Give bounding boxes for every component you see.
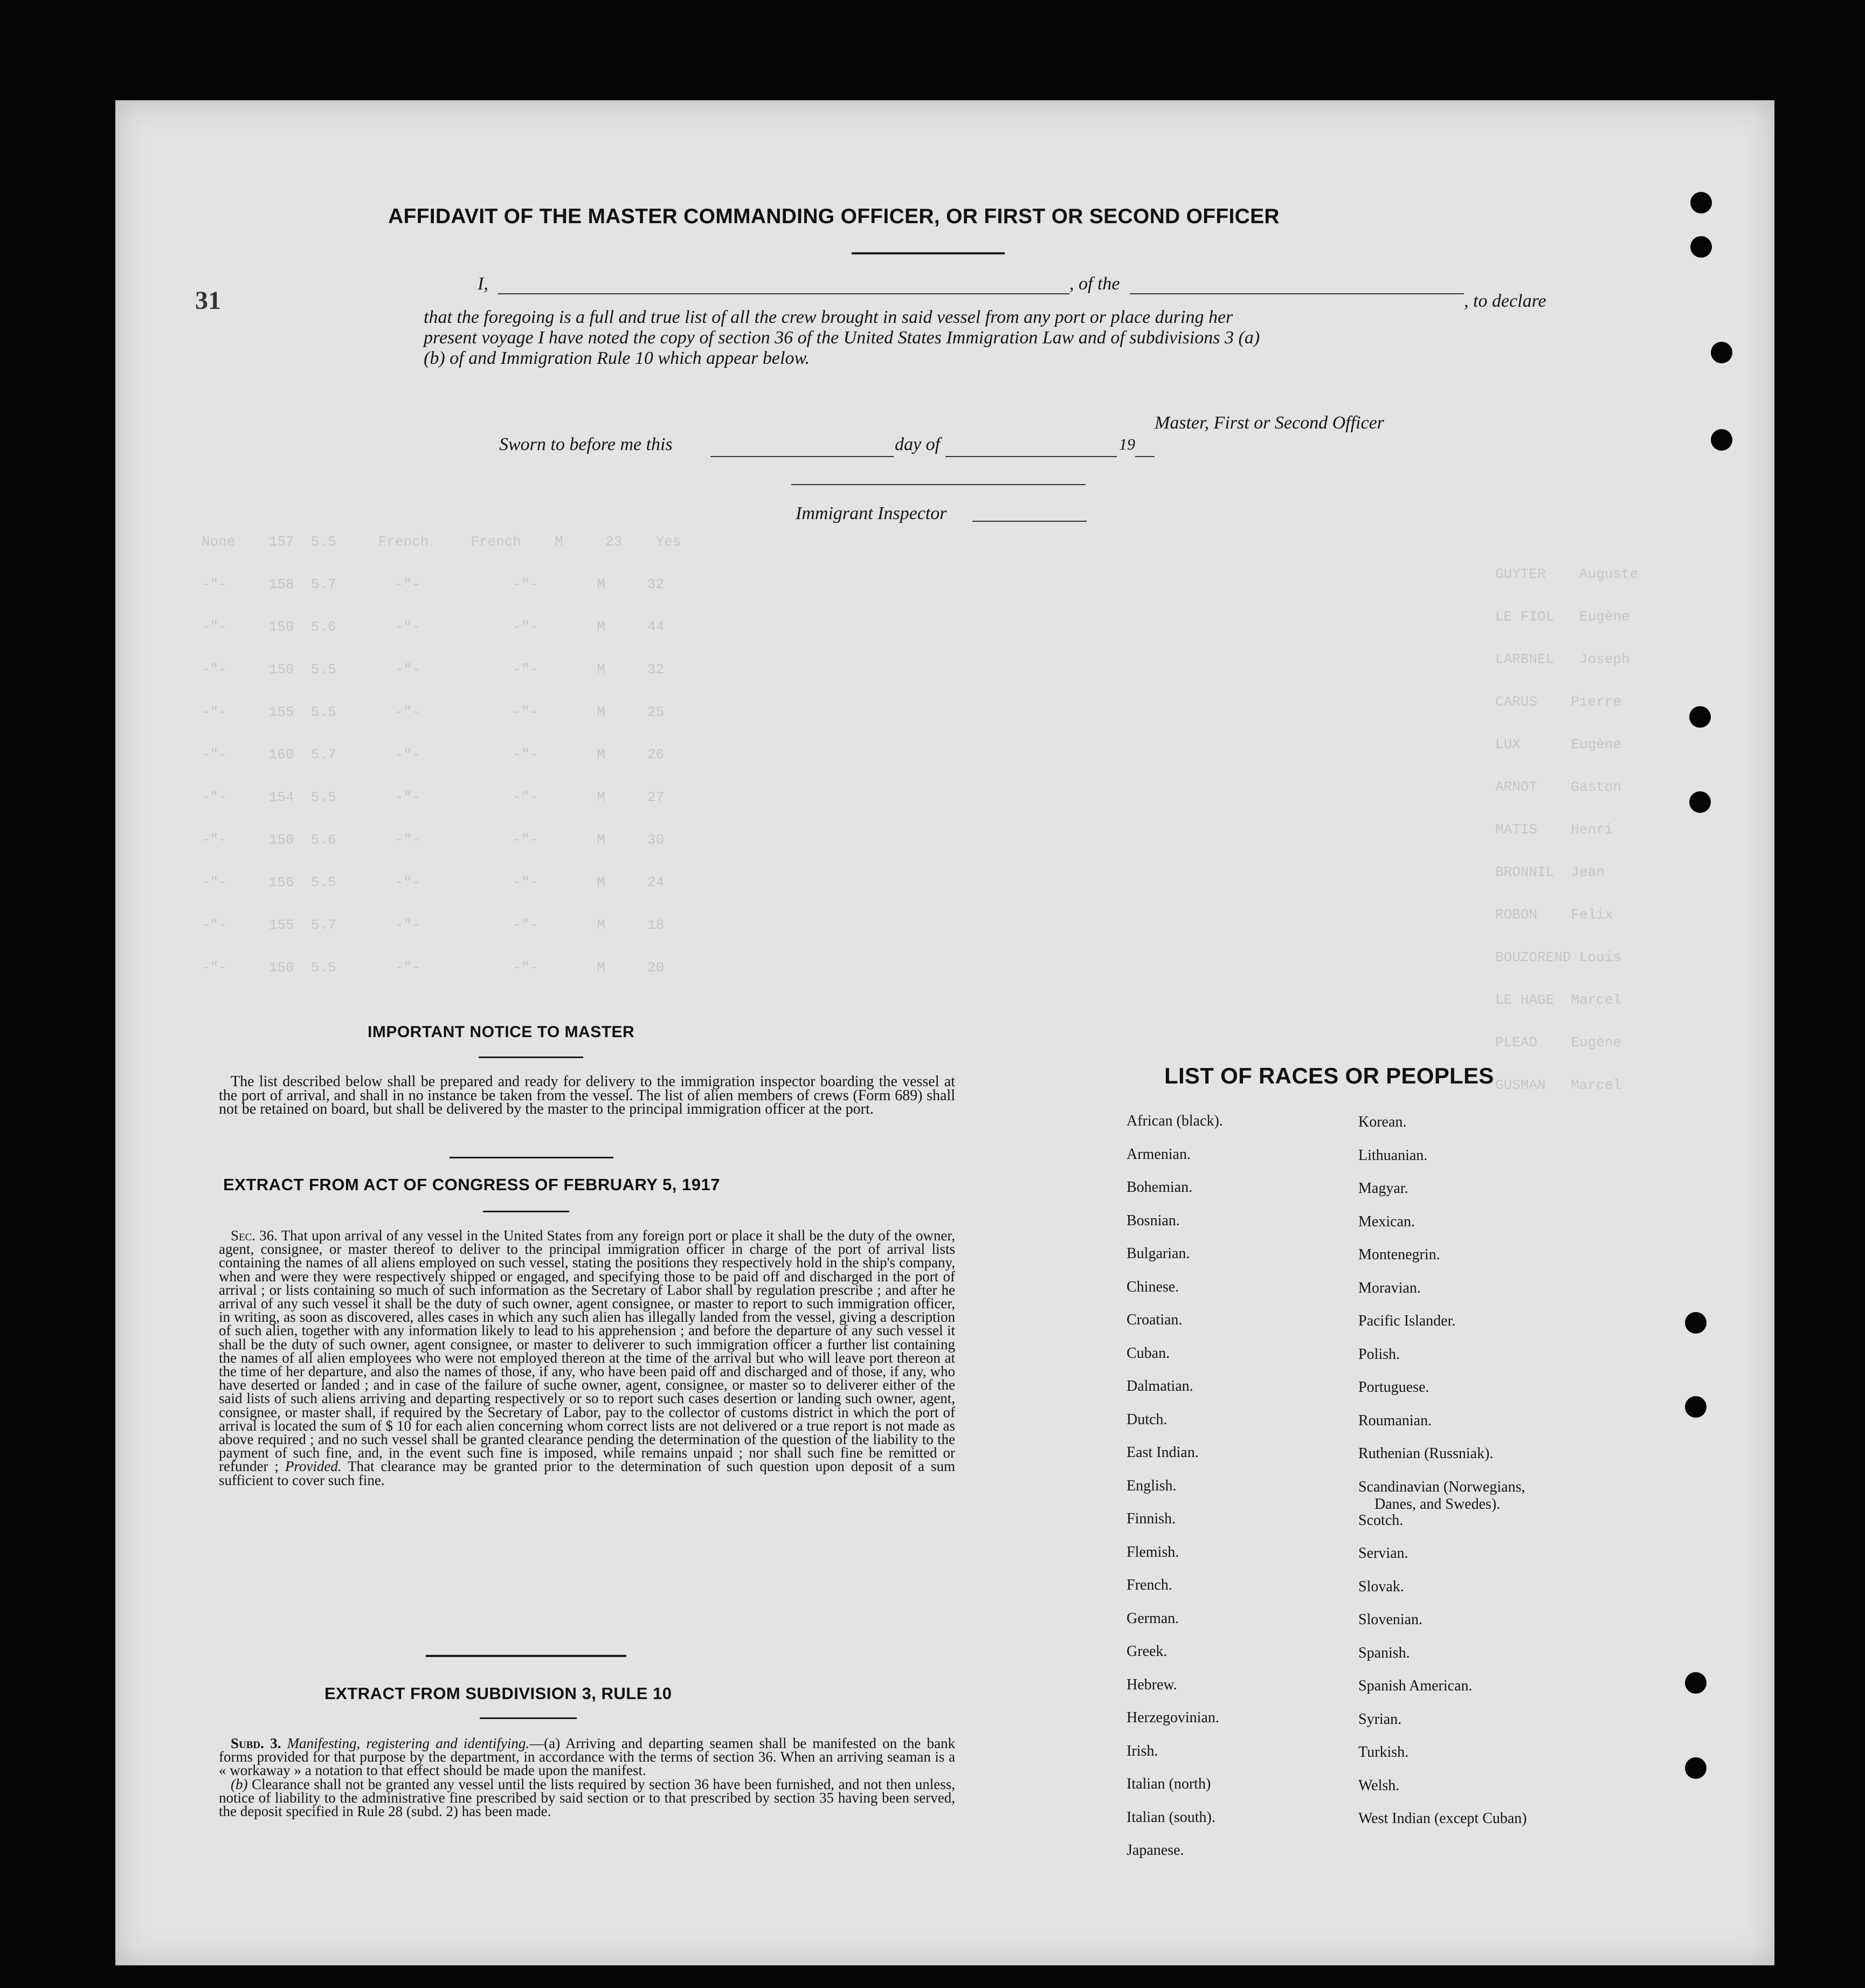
race-item: Montenegrin.: [1358, 1246, 1440, 1263]
rule-title-rule: [480, 1717, 577, 1719]
act-title: EXTRACT FROM ACT OF CONGRESS OF FEBRUARY 5, 1917: [223, 1175, 720, 1194]
punch-hole: [1685, 1757, 1707, 1779]
notice-text: The list described below shall be prepared and ready for delivery to the immigration inspector boarding the vessel at the port of arrival, and shall in no instance be taken from the vessel. The list of alien members of crews (Form 689) shall not be retained on board, but shall be delivered by the master to the principal immigration officer at the port.: [219, 1073, 955, 1118]
vessel-name-field[interactable]: [1130, 293, 1464, 294]
race-item: Flemish.: [1127, 1543, 1179, 1561]
rule-text-b: Clearance shall not be granted any vessel until the lists required by section 36 have been furnished, and not then unless, notice of liability to the administrative fine prescribed by said section or to that prescribed by section 35 having been served, the deposit specified in Rule 28 (subd. 2) has been made.: [219, 1776, 955, 1820]
affidavit-line-3: present voyage I have noted the copy of section 36 of the United States Immigration Law and of subdivisions 3 (a): [424, 328, 1260, 348]
race-item: Slovenian.: [1358, 1611, 1422, 1628]
race-item: Finnish.: [1127, 1510, 1176, 1527]
race-item: Spanish.: [1358, 1644, 1410, 1661]
affidavit-to-declare-label: , to declare: [1464, 291, 1546, 311]
notice-rule: [450, 1157, 613, 1158]
act-end-rule: [426, 1655, 626, 1657]
races-title: LIST OF RACES OR PEOPLES: [1164, 1063, 1494, 1088]
affidavit-line-4: (b) of and Immigration Rule 10 which appear below.: [424, 348, 810, 368]
act-text: [219, 1229, 955, 1487]
notice-title-rule: [479, 1057, 583, 1058]
bleed-through-columns: None 157 5.5 French French M 23 Yes -"- 158 5.7 -"- -"- M 32 -"- 150 5.6 -"- -"- M 44 -"- 150 5.5 -"- -"- M 32 -"- 155 5.5 -"- -"- M 25 -"- 160 5.7 -"- -"- M 26 -"- 154 5.5 -"- -"- M 27 -"- 150 5.6 -"- -"- M 30 -"- 156 5.5 -"- -"- M 24 -"- 155 5.7 -"- -"- M 18 -"- 150 5.5 -"- -"- M 20: [202, 534, 681, 976]
race-item: Chinese.: [1127, 1278, 1179, 1295]
notice-title: IMPORTANT NOTICE TO MASTER: [368, 1023, 635, 1041]
race-item: English.: [1127, 1477, 1177, 1494]
race-item: Welsh.: [1358, 1777, 1400, 1794]
rule-subd-label: Subd. 3.: [231, 1735, 281, 1751]
inspector-label: Immigrant Inspector: [796, 503, 947, 523]
race-item: Italian (south).: [1127, 1808, 1215, 1826]
punch-hole: [1711, 342, 1732, 363]
race-item: Dalmatian.: [1127, 1378, 1193, 1395]
race-item: Moravian.: [1358, 1279, 1421, 1296]
rule-text-a: —(a) Arriving and departing seamen shall be manifested on the bank forms provided for that purpose by the department, in accordance with the terms of section 36. When an arriving seaman is a « workaway » a notation to that effect should be made upon the manifest.: [219, 1735, 955, 1779]
rule-text: [219, 1737, 955, 1818]
punch-hole: [1690, 236, 1712, 258]
sworn-month-field[interactable]: [945, 456, 1117, 457]
race-item: Spanish American.: [1358, 1678, 1473, 1694]
race-item: French.: [1127, 1577, 1172, 1593]
race-item: Italian (north): [1127, 1776, 1211, 1792]
race-item: Syrian.: [1358, 1710, 1402, 1728]
race-item: Irish.: [1127, 1742, 1158, 1759]
race-item: Lithuanian.: [1358, 1147, 1428, 1164]
race-item: Pacific Islander.: [1358, 1313, 1456, 1329]
sworn-year-field[interactable]: [1135, 456, 1155, 457]
master-name-field[interactable]: [498, 293, 1069, 294]
rule-heading: Manifesting, registering and identifying.: [287, 1735, 530, 1751]
race-item: Scotch.: [1358, 1511, 1404, 1529]
race-item: Slovak.: [1358, 1578, 1404, 1595]
affidavit-title-rule: [852, 252, 1005, 254]
race-item: Dutch.: [1127, 1411, 1168, 1428]
race-item: Ruthenian (Russniak).: [1358, 1445, 1494, 1462]
race-item: Armenian.: [1127, 1145, 1191, 1163]
punch-hole: [1711, 429, 1732, 451]
bleed-through: GUYTER Auguste LE FIOL Eugène LARBNEL Joseph CARUS Pierre LUX Eugène ARNOT Gaston MATIS Henri BRONNIL Jean ROBON Felix BOUZOREND Louis LE HAGE Marcel PLEAD Eugène GUSMAN Marcel: [1495, 566, 1639, 1093]
race-item: African (black).: [1127, 1113, 1223, 1129]
year-label: 19: [1119, 436, 1135, 453]
races-right-column: [1358, 1114, 1527, 1844]
affidavit-of-the-label: , of the: [1069, 274, 1120, 294]
race-item: Roumanian.: [1358, 1412, 1432, 1429]
race-item: Japanese.: [1127, 1842, 1184, 1859]
race-item: Scandinavian (Norwegians,: [1358, 1478, 1525, 1495]
race-item: Servian.: [1358, 1545, 1408, 1562]
act-body: That upon arrival of any vessel in the United States from any foreign port or place it shall be the duty of the owner, agent, consignee, or master thereof to deliver to the principal immigration officer in charge of the port of arrival lists containing the names of all aliens employed on such vessel, stating the positions they respectively hold in the ship's company, when and were they were respectively shipped or engaged, and specifying those to be paid off and discharged in the port of arrival ; or lists containing so much of such information as the Secretary of Labor shall by regulation prescribe ; and after he arrival of any such vessel it shall be the duty of such owner, agent consignee, or master to report to such immigration officer, in writing, as soon as discovered, alles cases in which any such alien has illegally landed from the vessel, giving a description of such alien, together with any information likely to lead to his apprehension ; and before the departure of any such vessel it shall be the duty of such owner, agent consignee, or master to deliverer to such immigration officer a further list containing the names of all alien employees who were not employed thereon at the time of the arrival but who will leave port thereon at the time of her departure, and also the names of those, if any, who have been paid off and discharged and of those, if any, who have deserted or landed ; and in case of the failure of suche owner, agent, consignee, or master so to deliverer either of the said lists of such aliens arriving and departing respectively or so to report such cases desertion or landing such owner, agent, consignee, or master shall, if required by the Secretary of Labor, pay to the collector of customs district in which the port of arrival is located the sum of $ 10 for each alien concerning whom correct lists are not delivered or a true report is not made as above required ; and no such vessel shall be granted clearance pending the determination of the question of the liability to the payment of such fine, and, in the event such fine is imposed, while remains unpaid ; nor shall such fine be remitted or refunder ;: [219, 1227, 956, 1475]
race-item: Mexican.: [1358, 1213, 1415, 1230]
act-sec-label: Sec. 36.: [231, 1227, 278, 1244]
sworn-label: Sworn to before me this: [499, 434, 673, 454]
officer-label: Master, First or Second Officer: [1155, 413, 1384, 433]
race-item: Bosnian.: [1127, 1212, 1180, 1229]
punch-hole: [1690, 192, 1712, 213]
punch-hole: [1685, 1312, 1707, 1334]
act-title-rule: [483, 1211, 569, 1212]
act-provided-label: Provided.: [285, 1458, 342, 1475]
race-item: Croatian.: [1127, 1311, 1183, 1328]
race-item: Magyar.: [1358, 1180, 1408, 1197]
margin-number: 31: [195, 286, 221, 315]
race-item: Cuban.: [1127, 1344, 1170, 1362]
punch-hole: [1685, 1672, 1707, 1694]
race-item: Portuguese.: [1358, 1379, 1429, 1396]
sworn-day-field[interactable]: [710, 456, 894, 457]
act-body-end: That clearance may be granted prior to the determination of such question upon deposit of a sum sufficient to cover such fine.: [219, 1458, 956, 1488]
punch-hole: [1689, 791, 1711, 813]
rule-b-label: (b): [231, 1776, 248, 1792]
race-item: Bulgarian.: [1127, 1245, 1190, 1262]
affidavit-title: AFFIDAVIT OF THE MASTER COMMANDING OFFICER, OR FIRST OR SECOND OFFICER: [388, 205, 1280, 228]
race-item: Bohemian.: [1127, 1179, 1193, 1196]
rule-title: EXTRACT FROM SUBDIVISION 3, RULE 10: [324, 1684, 672, 1703]
race-item: Hebrew.: [1127, 1676, 1177, 1693]
race-item: West Indian (except Cuban): [1358, 1810, 1527, 1827]
races-left-column: [1127, 1113, 1223, 1875]
affidavit-line-2: that the foregoing is a full and true list of all the crew brought in said vessel from any port or place during her: [424, 307, 1233, 327]
race-item: Turkish.: [1358, 1744, 1409, 1761]
day-of-label: day of: [895, 434, 941, 454]
race-item: German.: [1127, 1610, 1179, 1627]
document-page: [115, 100, 1774, 1965]
race-item: Korean.: [1358, 1114, 1407, 1130]
race-item: Polish.: [1358, 1345, 1400, 1363]
race-item: Greek.: [1127, 1643, 1168, 1660]
punch-hole: [1685, 1396, 1707, 1418]
punch-hole: [1689, 706, 1711, 728]
affidavit-i-label: I,: [478, 274, 488, 294]
inspector-label-underline: [972, 521, 1087, 522]
race-item: Herzegovinian.: [1127, 1709, 1219, 1726]
race-item: East Indian.: [1127, 1444, 1199, 1461]
inspector-signature-line[interactable]: [791, 484, 1086, 485]
race-item: Danes, and Swedes).: [1374, 1495, 1501, 1513]
